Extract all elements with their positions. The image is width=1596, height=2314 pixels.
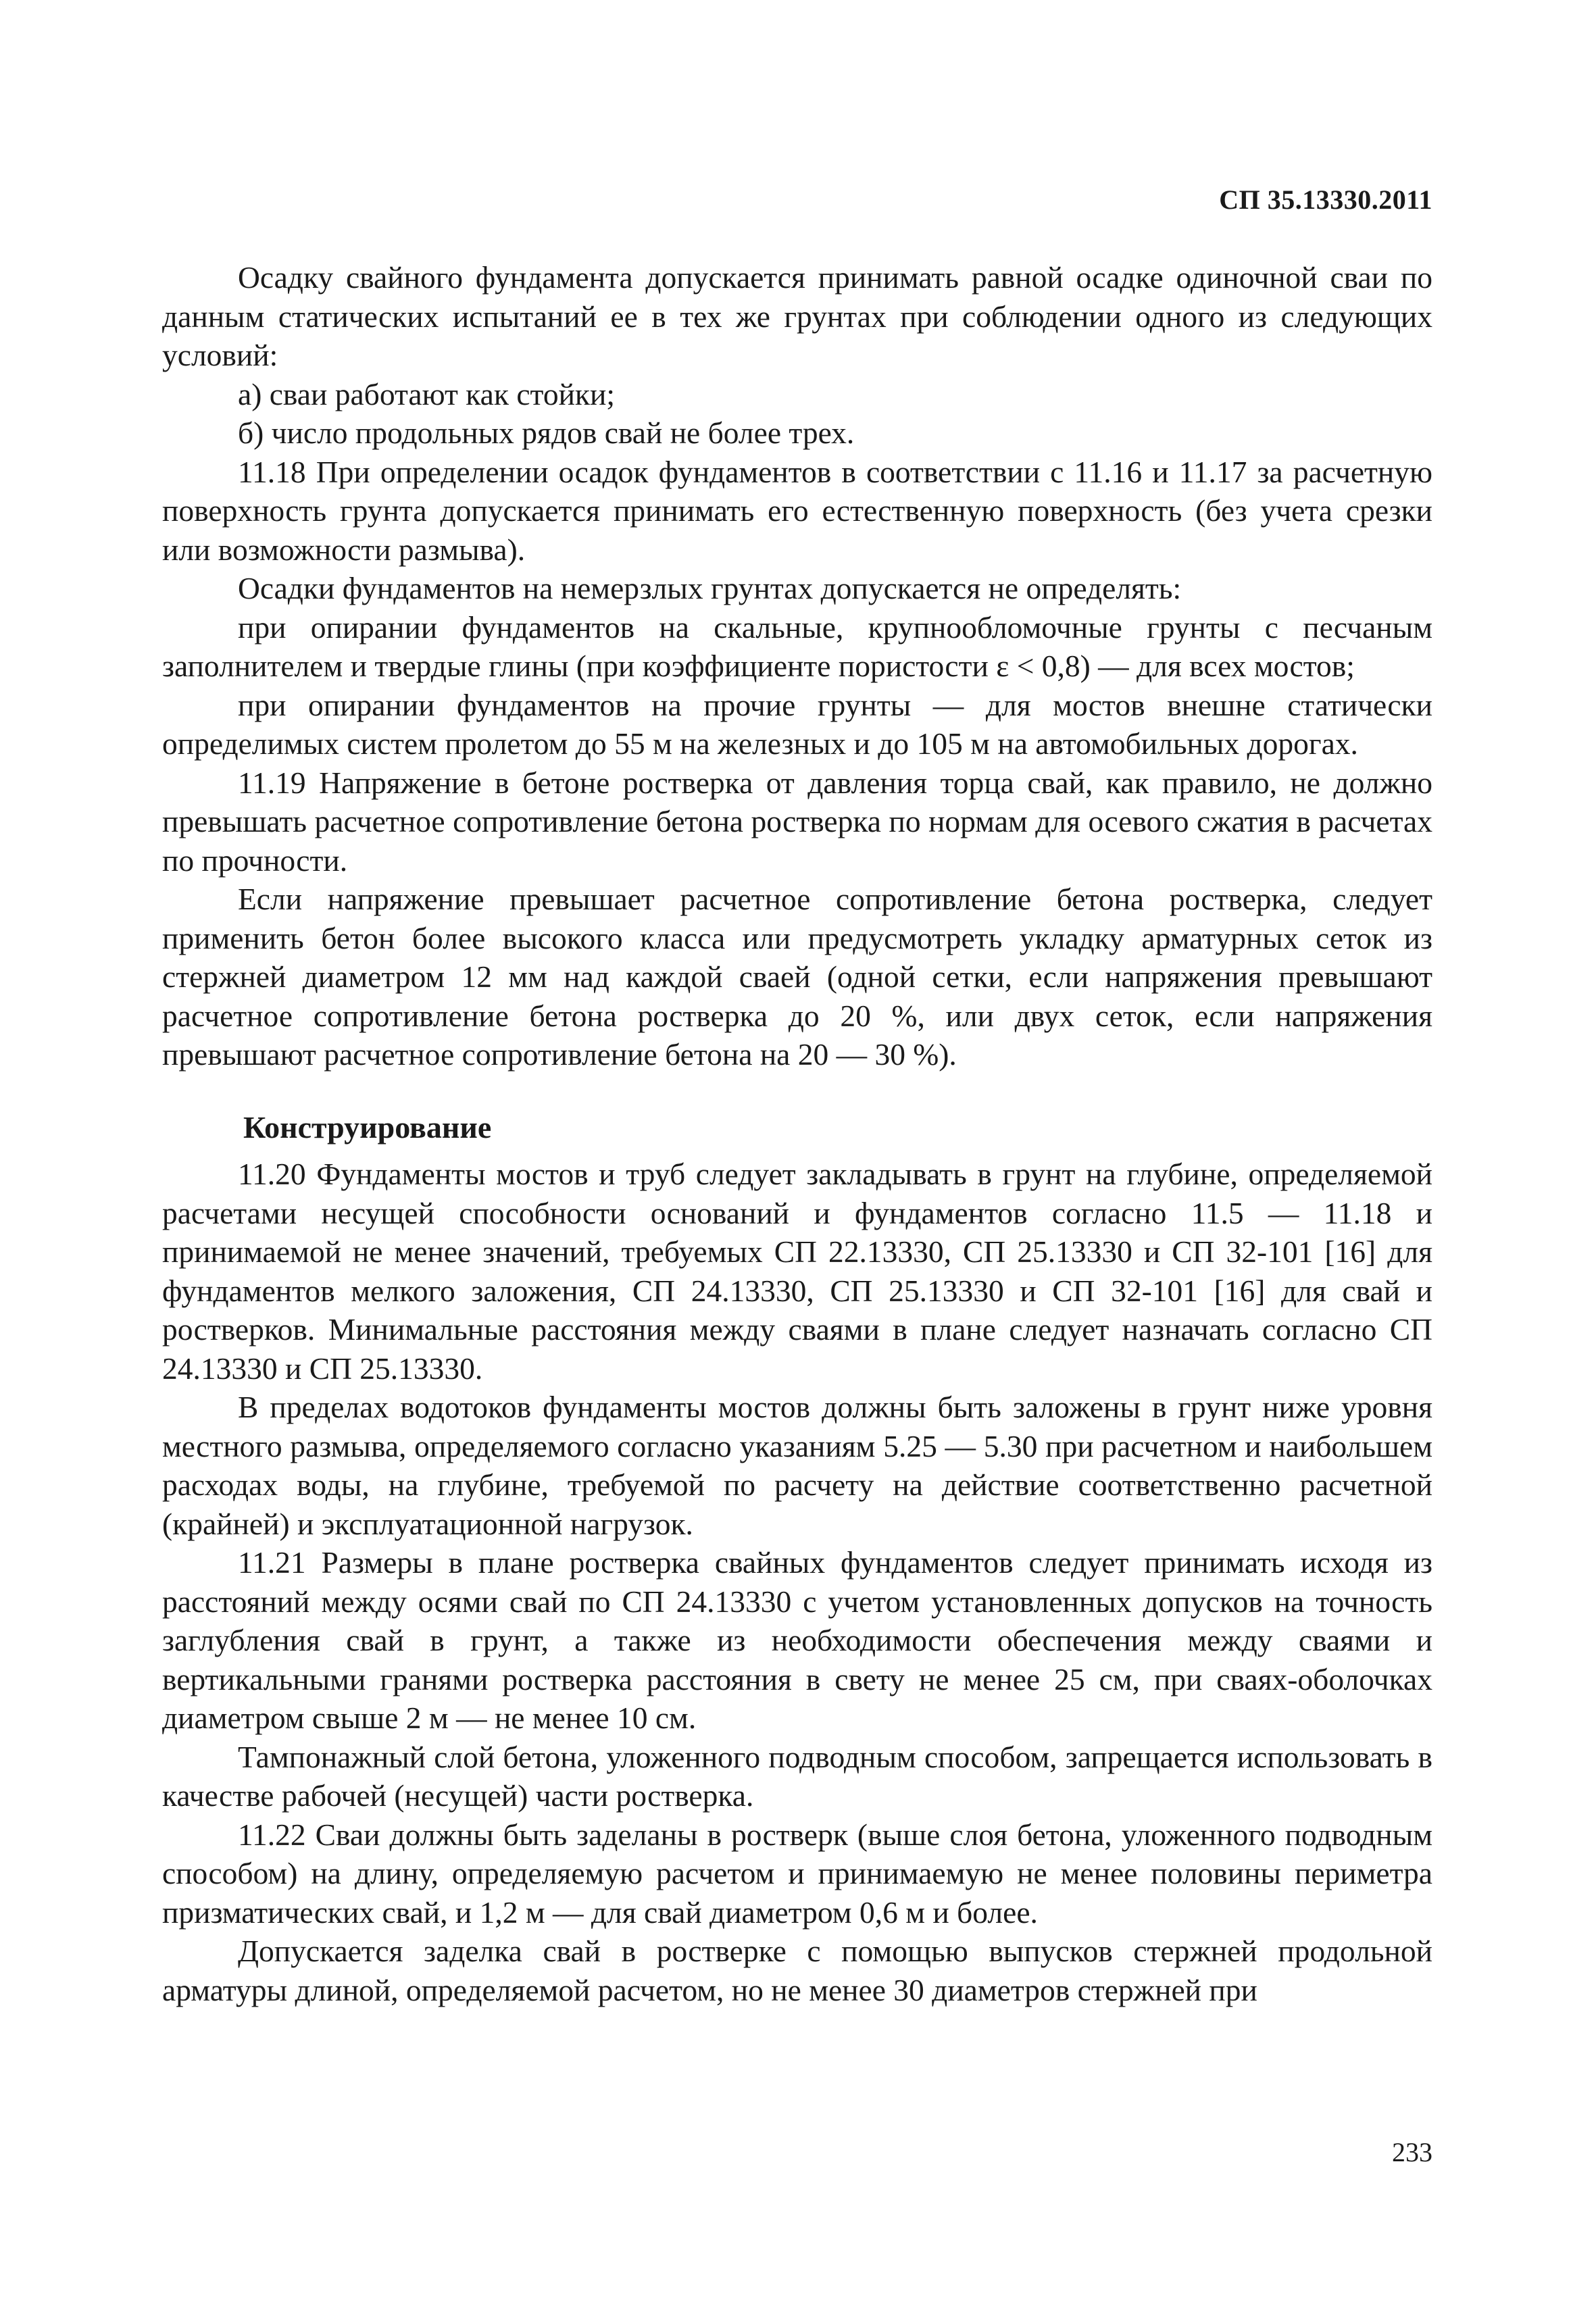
paragraph: Если напряжение превышает расчетное сопротивление бетона ростверка, следует применить бетон более высокого класса или предусмотреть укладку арматурных сеток из стержней диаметром 12 мм над каждой сваей (одной сетки, если напряжения превышают расчетное сопротивление бетона ростверка до 20 %, или двух сеток, если напряжения превышают расчетное сопротивление бетона на 20 — 30 %). <box>162 882 1432 1072</box>
section-heading: Конструирование <box>243 1109 492 1145</box>
page-number: 233 <box>1392 2137 1432 2167</box>
paragraph: Тампонажный слой бетона, уложенного подводным способом, запрещается использовать в качестве рабочей (несущей) части ростверка. <box>162 1739 1432 1813</box>
list-item-b: б) число продольных рядов свай не более трех. <box>238 416 855 450</box>
clause-11-19: 11.19 Напряжение в бетоне ростверка от давления торца свай, как правило, не должно превышать расчетное сопротивление бетона ростверка по нормам для осевого сжатия в расчетах по прочности. <box>162 765 1432 878</box>
document-body <box>162 258 1432 2009</box>
paragraph: Осадку свайного фундамента допускается принимать равной осадке одиночной сваи по данным статических испытаний ее в тех же грунтах при соблюдении одного из следующих условий: <box>162 260 1432 372</box>
paragraph: при опирании фундаментов на скальные, крупнообломочные грунты с песчаным заполнителем и твердые глины (при коэффициенте пористости ε < 0,8) — для всех мостов; <box>162 609 1432 683</box>
clause-11-22: 11.22 Сваи должны быть заделаны в ростверк (выше слоя бетона, уложенного подводным способом) на длину, определяемую расчетом и принимаемую не менее половины периметра призматических свай, и 1,2 м — для свай диаметром 0,6 м и более. <box>162 1817 1432 1930</box>
paragraph: Осадки фундаментов на немерзлых грунтах допускается не определять: <box>238 571 1182 605</box>
list-item-a: а) сваи работают как стойки; <box>238 376 616 411</box>
paragraph: Допускается заделка свай в ростверке с помощью выпусков стержней продольной арматуры длиной, определяемой расчетом, но не менее 30 диаметров стержней при <box>162 1934 1432 2007</box>
document-code-header: СП 35.13330.2011 <box>1219 184 1432 215</box>
clause-11-20: 11.20 Фундаменты мостов и труб следует закладывать в грунт на глубине, определяемой расчетами несущей способности оснований и фундаментов согласно 11.5 — 11.18 и принимаемой не менее значений, требуемых СП 22.13330, СП 25.13330 и СП 32-101 [16] для фундаментов мелкого заложения, СП 24.13330, СП 25.13330 и СП 32-101 [16] для свай и ростверков. Минимальные расстояния между сваями в плане следует назначать согласно СП 24.13330 и СП 25.13330. <box>162 1157 1432 1386</box>
clause-11-21: 11.21 Размеры в плане ростверка свайных фундаментов следует принимать исходя из расстояний между осями свай по СП 24.13330 с учетом установленных допусков на точность заглубления свай в грунт, а также из необходимости обеспечения между сваями и вертикальными гранями ростверка расстояния в свету не менее 25 см, при сваях-оболочках диаметром свыше 2 м — не менее 10 см. <box>162 1545 1432 1735</box>
clause-11-18: 11.18 При определении осадок фундаментов в соответствии с 11.16 и 11.17 за расчетную поверхность грунта допускается принимать его естественную поверхность (без учета срезки или возможности размыва). <box>162 454 1432 567</box>
paragraph: В пределах водотоков фундаменты мостов должны быть заложены в грунт ниже уровня местного размыва, определяемого согласно указаниям 5.25 — 5.30 при расчетном и наибольшем расходах воды, на глубине, требуемой по расчету на действие соответственно расчетной (крайней) и эксплуатационной нагрузок. <box>162 1390 1432 1541</box>
paragraph: при опирании фундаментов на прочие грунты — для мостов внешне статически определимых систем пролетом до 55 м на железных и до 105 м на автомобильных дорогах. <box>162 687 1432 761</box>
